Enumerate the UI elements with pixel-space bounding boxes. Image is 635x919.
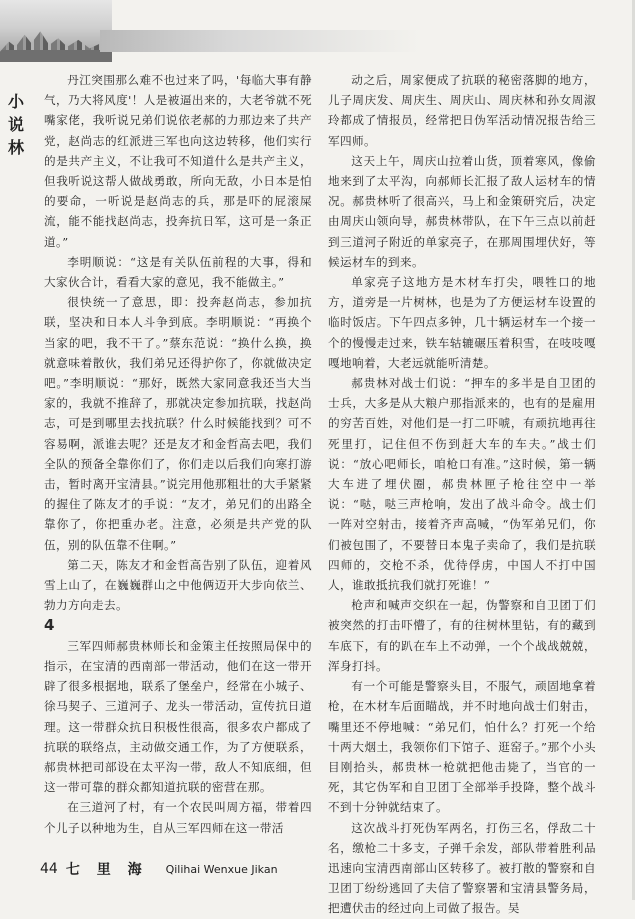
paragraph: 三军四师郝贵林师长和金策主任按照局保中的指示，在宝清的西南部一带活动，他们在这一带开辟了很多根据地，联系了堡垒户，经常在小城子、徐马契子、三道河子、龙头一带活动，宣传抗日道理。这一带群众抗日积极性很高，很多农户都成了抗联的联络点，主动做交通工作，为了方便联系，郝贵林把司部设在太平沟一带，敌人不知底细，但这一带可靠的群众都知道抗联的密营在那。 bbox=[44, 638, 312, 795]
paragraph: 这次战斗打死伪军两名，打伤三名，俘敌二十名，缴枪二十多支，子弹千余发，部队带着胜利品迅速向宝清西南部山区转移了。被打散的警察和自卫团丁纷纷逃回了夫信了警察署和宝清县警务局，把遭伏击的经过向上司做了报告。吴 bbox=[328, 820, 596, 916]
header-city-photo bbox=[0, 0, 112, 62]
chapter-number: 4 bbox=[44, 616, 55, 635]
paragraph: 枪声和喊声交织在一起，伪警察和自卫团丁们被突然的打击吓懵了，有的往树林里钻，有的藏到车底下，有的趴在车上不动弹，一个个战战兢兢，浑身打抖。 bbox=[328, 598, 596, 673]
paragraph: 这天上午，周庆山拉着山货，顶着寒风，像偷地来到了太平沟，向郝师长汇报了敌人运材车的情况。郝贵林听了很高兴，马上和金策研究后，决定由周庆山领向导，郝贵林带队，在下午三点以前赶到三道河子附近的单家亮子，在那周围埋伏好，等候运材车的到来。 bbox=[328, 153, 596, 269]
header-banner-fade bbox=[100, 30, 420, 52]
right-text-column bbox=[328, 70, 596, 919]
magazine-english-name: Qilihai Wenxue Jikan bbox=[165, 862, 278, 876]
paragraph: 郝贵林对战士们说：“押车的多半是自卫团的士兵，大多是从大粮户那指派来的，也有的是雇用的穷苦百姓，对他们是一打二吓唬，有顽抗地再往死里打，记住但不伤到赶大车的车夫。”战士们说：“放心吧师长，咱枪口有准。”这时候，第一辆大车进了埋伏圈，郝贵林匣子枪往空中一举说：“哒，哒三声枪响，发出了战斗命令。战士们一阵对空射击，接着齐声高喊，“伪军弟兄们，你们被包围了，不要替日本鬼子卖命了，我们是抗联四师的，交枪不杀，优待俘虏，中国人不打中国人，谁敢抵抗我们就打死谁！” bbox=[328, 376, 596, 593]
paragraph: 第二天，陈友才和金哲高告别了队伍，迎着风雪上山了，在巍巍群山之中他俩迈开大步向依兰、勃力方向走去。 bbox=[44, 557, 312, 613]
paragraph: 丹江突围那么难不也过来了吗，'每临大事有静气，乃大将风度'！人是被逼出来的，大老爷就不死嘴家佬，我听说兄弟们说依老郝的力那边来了共产党，赵尚志的红派进三军也向这边转移，他们实行的是共产主义，不让我可不知道什么是共产主义，但我听说这帮人做战勇敢，所向无敌，小日本是怕的要命，一听说是赵尚志的兵，那是吓的屁滚屎流，能不能找赵尚志，投奔抗日军，这可是一条正道。” bbox=[44, 73, 312, 249]
paragraph: 在三道河了村，有一个农民叫周方福，带着四个儿子以种地为生，自从三军四师在这一带活 bbox=[44, 800, 312, 835]
paragraph: 李明顺说：“这是有关队伍前程的大事，得和大家伙合计，看看大家的意见，我不能做主。” bbox=[44, 254, 312, 290]
page-number: 44 bbox=[40, 861, 58, 877]
paragraph: 很快统一了意思，即：投奔赵尚志，参加抗联，坚决和日本人斗争到底。李明顺说：“再换个当家的吧，我不干了。”蔡东范说：“换什么换，换就意味着散伙，我们弟兄还得护你了，你就做决定吧。”李明顺说：“那好，既然大家同意我还当大当家的，我就不推辞了，那就决定参加抗联，找赵尚志，可是到哪里去找抗联？什么时候能找到？可不容易啊，派谁去呢？还是友才和金哲高去吧，我们全队的预备全靠你们了，你们走以后我们向寒打游击，暂时离开宝清县。”说完用他那粗壮的大手紧紧的握住了陈友才的手说：“友才，弟兄们的出路全靠你了，你把重办老。注意，必须是共产党的队伍，别的队伍靠不住啊。” bbox=[44, 295, 312, 552]
paragraph: 单家亮子这地方是木材车打尖，喂牲口的地方，道旁是一片树林，也是为了方便运材车设置的临时饭店。下午四点多钟，几十辆运材车一个接一个的慢慢走过来，铁车轱辘碾压着积雪，在吱吱嘎嘎地响着，大老远就能听清楚。 bbox=[328, 275, 596, 370]
left-text-column bbox=[44, 70, 312, 838]
paragraph: 动之后，周家便成了抗联的秘密落脚的地方，儿子周庆发、周庆生、周庆山、周庆林和孙女周淑玲都成了情报员，经常把日伪军活动情况报告给三军四师。 bbox=[328, 73, 596, 148]
paragraph: 有一个可能是警察头目，不服气，顽固地拿着枪，在木材车后面瞄战，并不时地向战士们射击，嘴里还不停地喊：“弟兄们，怕什么？打死一个给十两大烟土，我领你们下馆子、逛窑子。”那个小头目刚拾头，郝贵林一枪就把他击毙了，当官的一死，其它伪军和自卫团丁全部举手投降，整个战斗不到十分钟就结束了。 bbox=[328, 679, 596, 815]
page-footer bbox=[40, 859, 278, 879]
magazine-name: 七 里 海 bbox=[65, 862, 148, 878]
section-label: 小说林 bbox=[7, 92, 24, 157]
